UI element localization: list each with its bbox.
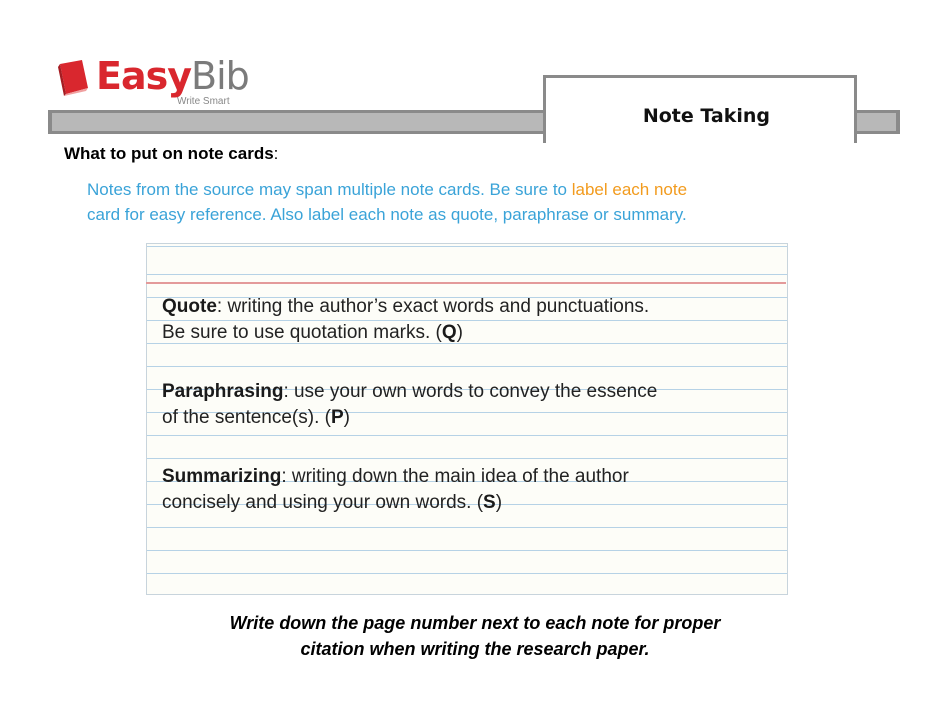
section-heading-colon: : (273, 144, 279, 163)
card-item-quote (162, 294, 802, 346)
logo-bib: Bib (191, 54, 249, 98)
index-card-red-line (146, 282, 786, 284)
footer-line-1: Write down the page number next to each note for proper (229, 613, 721, 633)
easybib-logo (56, 50, 256, 110)
logo-wordmark (96, 54, 249, 98)
item-term: Quote (162, 296, 217, 317)
item-desc: : writing down the main idea of the author (281, 466, 629, 487)
item-code: S (483, 492, 496, 513)
item-desc-3: ) (343, 407, 350, 428)
item-code: Q (441, 322, 457, 343)
item-term: Summarizing (162, 466, 282, 487)
item-desc-3: ) (495, 492, 503, 513)
item-desc-2: concisely and using your own words. ( (162, 492, 484, 513)
item-term: Paraphrasing (162, 381, 284, 402)
title-tab (543, 75, 857, 143)
intro-text-1: Notes from the source may span multiple note cards. Be sure to (87, 180, 572, 199)
intro-paragraph (87, 177, 867, 227)
item-desc-3: ) (456, 322, 463, 343)
book-icon (56, 58, 90, 98)
page-title: Note Taking (642, 105, 770, 127)
footer-line-2: citation when writing the research paper. (300, 639, 650, 659)
intro-text-2: card for easy reference. Also label each note as quote, paraphrase or summary. (87, 205, 687, 224)
card-item-paraphrasing (162, 379, 802, 431)
logo-easy: Easy (96, 54, 191, 98)
card-item-summarizing (162, 464, 802, 516)
section-heading-text: What to put on note cards (64, 144, 274, 163)
footer-note (150, 610, 800, 662)
item-desc-2: of the sentence(s). ( (162, 407, 331, 428)
intro-highlight: label each note (571, 180, 688, 199)
logo-tagline: Write Smart (177, 96, 230, 107)
section-heading (64, 144, 278, 164)
item-desc: : use your own words to convey the essence (283, 381, 658, 402)
item-desc: : writing the author’s exact words and punctuations. (216, 296, 650, 317)
item-code: P (330, 407, 344, 428)
item-desc-2: Be sure to use quotation marks. ( (162, 322, 442, 343)
